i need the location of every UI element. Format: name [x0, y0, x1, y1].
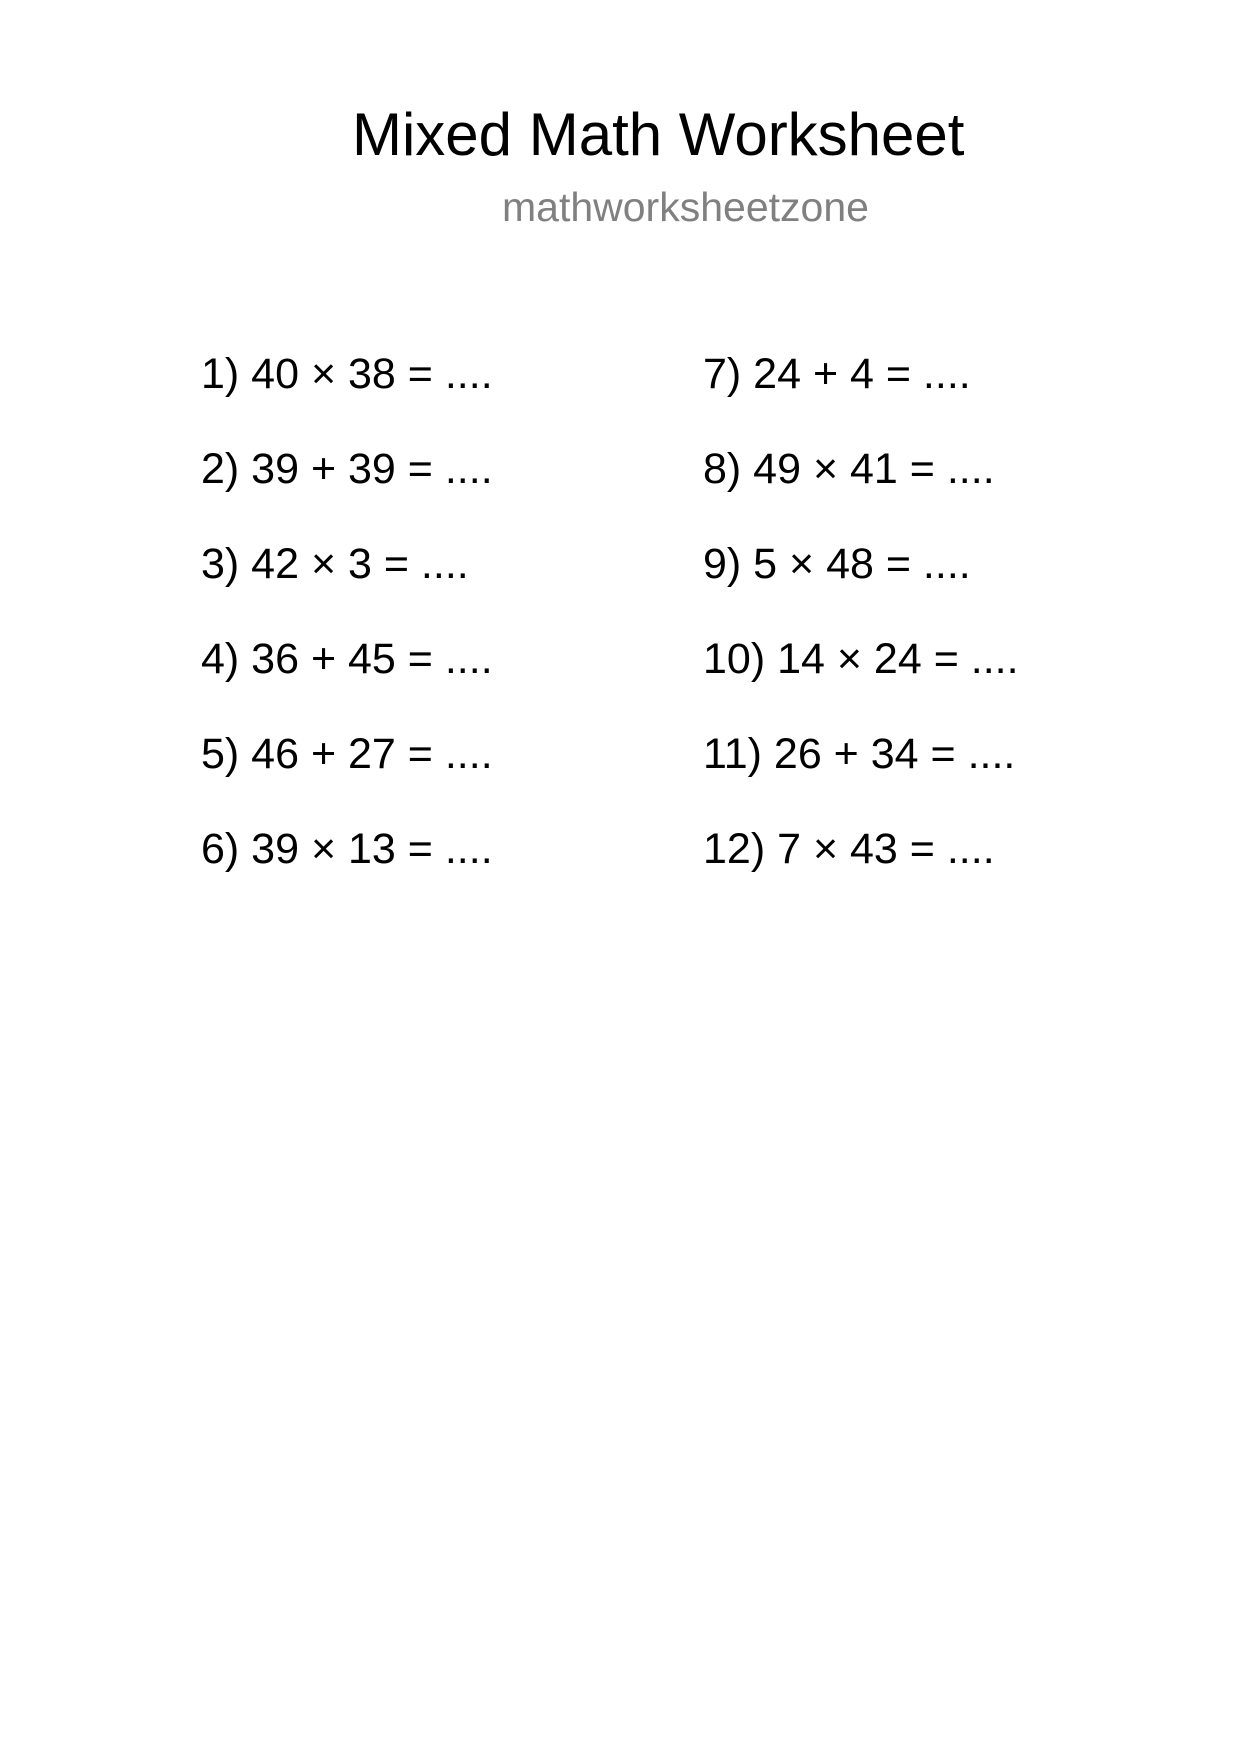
problem-2: 2) 39 + 39 = .... — [201, 445, 493, 493]
problems-left-column — [201, 349, 493, 919]
problem-6: 6) 39 × 13 = .... — [201, 825, 493, 873]
problem-1: 1) 40 × 38 = .... — [201, 350, 493, 398]
worksheet-subtitle: mathworksheetzone — [502, 184, 869, 230]
problems-right-column — [703, 349, 1019, 919]
problem-9: 9) 5 × 48 = .... — [703, 540, 971, 588]
problem-3: 3) 42 × 3 = .... — [201, 540, 469, 588]
worksheet-title: Mixed Math Worksheet — [352, 101, 965, 168]
problem-10: 10) 14 × 24 = .... — [703, 635, 1019, 683]
problem-8: 8) 49 × 41 = .... — [703, 445, 995, 493]
problem-5: 5) 46 + 27 = .... — [201, 730, 493, 778]
problem-4: 4) 36 + 45 = .... — [201, 635, 493, 683]
problem-11: 11) 26 + 34 = .... — [703, 730, 1016, 778]
problem-7: 7) 24 + 4 = .... — [703, 350, 971, 398]
problem-12: 12) 7 × 43 = .... — [703, 825, 995, 873]
